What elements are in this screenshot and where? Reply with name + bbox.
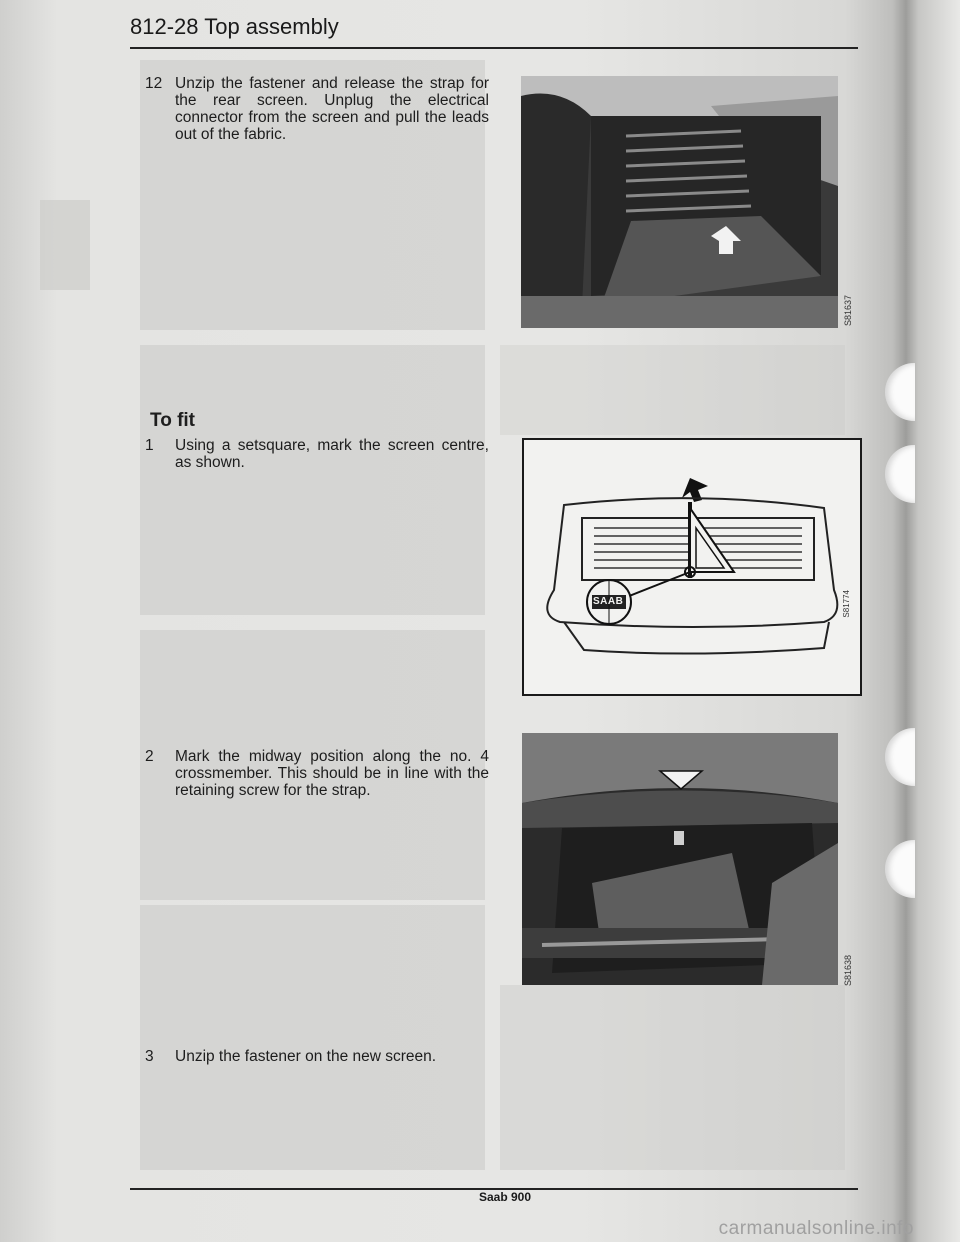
step-number: 1 [145, 437, 154, 454]
step-2 [145, 748, 490, 808]
step-12 [145, 75, 490, 155]
figure-code: S81637 [843, 295, 853, 327]
photo-crossmember [522, 733, 838, 985]
show-through-block [500, 345, 845, 435]
photo-rear-screen-image [521, 76, 838, 328]
show-through-block [140, 905, 485, 1170]
step-number: 12 [145, 75, 163, 92]
diagram-setsquare [522, 438, 862, 696]
section-heading-to-fit: To fit [150, 410, 196, 431]
figure-code: S81774 [842, 590, 851, 618]
photo-rear-screen-removal [521, 76, 838, 328]
step-3 [145, 1048, 490, 1068]
footer-model [0, 1190, 960, 1204]
show-through-block [40, 200, 90, 290]
saab-badge: SAAB [593, 596, 624, 607]
watermark: carmanualsonline.info [718, 1218, 914, 1239]
step-text: Unzip the fastener on the new screen. [175, 1048, 437, 1065]
show-through-block [500, 985, 845, 1170]
step-number: 2 [145, 748, 154, 765]
step-text: Mark the midway position along the no. 4 crossmember. This should be in line with the retaining screw for the strap. [175, 748, 489, 799]
footer-label: Saab 900 [478, 1190, 532, 1204]
step-1 [145, 437, 490, 477]
binding-edge [893, 0, 919, 1242]
photo-crossmember-image [522, 733, 838, 985]
figure-code: S81638 [843, 955, 853, 987]
page-title: 812-28 Top assembly [130, 14, 339, 39]
header-rule [130, 47, 858, 49]
setsquare-diagram-drawing [524, 440, 860, 694]
step-text: Using a setsquare, mark the screen centre, as shown. [175, 437, 489, 471]
step-number: 3 [145, 1048, 154, 1065]
show-through-block [140, 345, 485, 615]
step-text: Unzip the fastener and release the strap for the rear screen. Unplug the electrical connector from the screen and pull the leads out of the fabric. [175, 75, 489, 143]
